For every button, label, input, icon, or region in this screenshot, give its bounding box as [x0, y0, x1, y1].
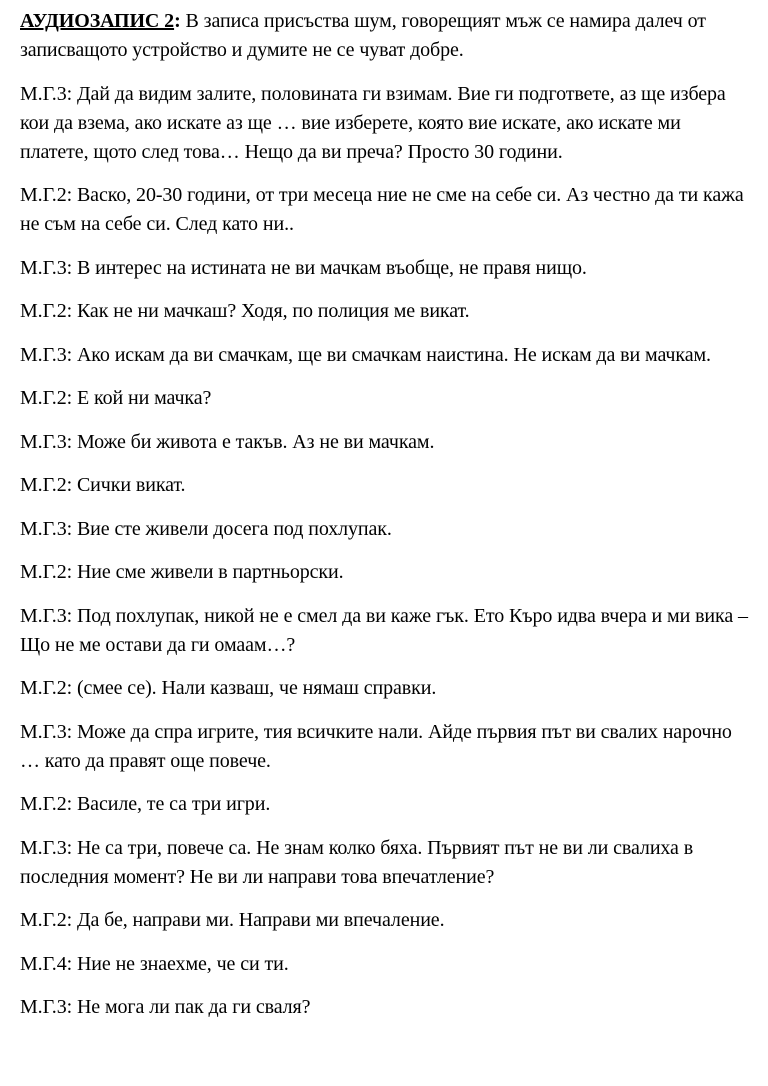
transcript-heading — [20, 7, 750, 65]
heading-text: В записа присъства шум, говорещият мъж се намира далеч от записващото устройство и думите не се чуват добре. — [20, 10, 706, 61]
heading-label: АУДИОЗАПИС 2 — [20, 10, 175, 32]
transcript-line: М.Г.3: В интерес на истината не ви мачкам въобще, не правя нищо. — [20, 256, 587, 279]
transcript-line: М.Г.2: Василе, те са три игри. — [20, 793, 271, 815]
transcript-page — [20, 7, 750, 1037]
transcript-line: М.Г.2: Да бе, направи ми. Направи ми впечаление. — [20, 909, 445, 931]
transcript-line: М.Г.2: Как не ни мачкаш? Ходя, по полиция ме викат. — [20, 300, 470, 322]
transcript-line: М.Г.3: Не са три, повече са. Не знам колко бяха. Първият път не ви ли свалиха в последния момент? Не ви ли направи това впечатление? — [20, 836, 694, 888]
transcript-line: М.Г.3: Дай да видим залите, половината ги взимам. Вие ги подгответе, аз ще избера кои да взема, ако искате аз ще … вие изберете, която вие искате, ако искате ми платете, щото след това… Нещо да ви преча? Просто 30 години. — [20, 82, 726, 163]
heading-colon: : — [174, 10, 181, 32]
transcript-line: М.Г.3: Под похлупак, никой не е смел да ви каже гък. Ето Къро идва вчера и ми вика – Що не ме остави да ги омаам…? — [20, 604, 748, 656]
transcript-line: М.Г.3: Ако искам да ви смачкам, ще ви смачкам наистина. Не искам да ви мачкам. — [20, 343, 711, 366]
transcript-line: М.Г.2: (смее се). Нали казваш, че нямаш справки. — [20, 677, 437, 699]
transcript-line: М.Г.3: Вие сте живели досега под похлупак. — [20, 517, 392, 540]
transcript-line: М.Г.2: Сички викат. — [20, 474, 186, 496]
transcript-line: М.Г.2: Е кой ни мачка? — [20, 387, 212, 409]
transcript-line: М.Г.2: Ние сме живели в партньорски. — [20, 561, 344, 583]
transcript-line: М.Г.2: Васко, 20-30 години, от три месеца ние не сме на себе си. Аз честно да ти кажа не съм на себе си. След като ни.. — [20, 184, 744, 235]
transcript-line: М.Г.3: Може да спра игрите, тия всичките нали. Айде първия път ви свалих нарочно … като да правят още повече. — [20, 720, 732, 772]
transcript-line: М.Г.3: Може би живота е такъв. Аз не ви мачкам. — [20, 430, 435, 453]
transcript-line: М.Г.3: Не мога ли пак да ги сваля? — [20, 996, 311, 1018]
transcript-line: М.Г.4: Ние не знаехме, че си ти. — [20, 952, 289, 975]
